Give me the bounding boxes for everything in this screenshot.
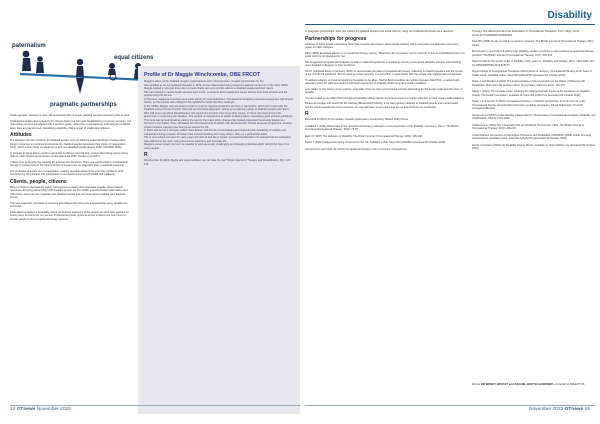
- partnerships-paragraph: To address ableism and ask occupational therapists to be allies, Rachel Booth-Gardiner and others founded AbleOTUK, a network and advocacy group for staff and students with lived experience of disability and/or long term health conditions.: [305, 78, 460, 85]
- footer-rule-right: [305, 405, 595, 406]
- reference-item: Klein BS (1996) An ally as well as a partner in practice. The British Journal of Occupational Therapy, 59(1): 23-24.: [472, 40, 595, 47]
- credit-suffix: , on behalf of ABLEOTUK: [552, 382, 585, 386]
- heading-attitudes: Attitudes: [10, 132, 32, 138]
- reference-item: McCormack C and Collins B (2013) Can disability studies contribute to client-centred occupational therapy practice? The British Journal of Occupational Therapy, 72(7): 339-342.: [472, 50, 594, 57]
- person-left-icon: [22, 51, 31, 71]
- profile-paragraph: Maggie's allies, at the disabled people's organisations and in local services, created opportunities for her.: [144, 80, 265, 84]
- profile-paragraph: This work was ground-breaking, paving the way for the major policy change that created Integrated Community Equipment Services in the 2000s. Then, still based with the Department of Health, she developed the Trusted Assessor programme. Another project involved mapping user-led groups across the UK.: [144, 118, 292, 129]
- section-title: Disability: [547, 10, 592, 21]
- column-4-references: [472, 30, 597, 382]
- reference-list: [305, 118, 465, 151]
- reference-item: Underwood C (1991) The Chronically Sick and Disabled Persons Act, 1970. The British Journal of Occupational Therapy, 54(6): 208-210.: [472, 123, 584, 130]
- header-rule: [305, 24, 595, 25]
- partnerships-paragraph: RCOT published Roots of recovery (2021) to demonstrate the value of occupational therapy, reflecting on health inequities and the impact of the COVID-19 pandemic. But we need to ensure recovery is a joint effort, in partnership with the people who engage with our services.: [305, 69, 463, 76]
- label-pragmatic-partnerships: pragmatic partnerships: [50, 102, 117, 108]
- footer-right: [529, 407, 590, 412]
- intro-paragraph: Professional beliefs about capacity for change determine who gets rehabilitation or recovery services. Yet, often these services are aligned with a person's goals, rather than organisational, professional or political aims, lives are transformed. Questioning eligibility criteria is part of challenging ableism.: [10, 119, 132, 130]
- label-paternalism: paternalism: [12, 43, 46, 49]
- reference-item: Evans J (2002) Independent living movement in the UK. Available online: https://bit.ly/3ttxB5u [accessed 26 October 2022]: [305, 141, 446, 144]
- footer-date-right: November 2022: [529, 407, 564, 412]
- reference-item: Oliver M (2013) The social model of disability: thirty years on. Disability and Society, 28(7): 1024-1026. doi: 10.1080/09687599.2013.818773: [472, 60, 595, 67]
- reference-item: Beresford P (2015) All our welfare: towards participatory social policy. Bristol: Policy Press.: [305, 118, 409, 121]
- column-1: [10, 114, 132, 402]
- attitudes-paragraph: In contrast to being able to perform occupations without practical help, independent living means being able to make choices and exercise control (Hammell 2006, Tamaru et al 2007).: [10, 151, 128, 158]
- reference-item: Kinmance KJ and Chick JR (1973) Occupational therapy in the community. Occupational: [305, 147, 407, 151]
- profile-paragraph: She had worked in mental health services prior to this, so learned about equipment issues directly from local activists and the people using the service.: [144, 90, 288, 98]
- footer-brand-right: OTnews: [564, 407, 584, 412]
- partnerships-paragraph: Let's reflect on the history of our practice, especially when we have encountered activists advocating for the social model and the voice of equality.: [305, 87, 463, 94]
- profile-paragraph: In 2004, she set up a company called Years Ahead, with the aim of normalising and improving the availability of mobility and independent living products. All these roles involved working with many others, often on a partnership basis.: [144, 129, 286, 136]
- footer-date-left: November 2022: [36, 407, 71, 412]
- reference-item: Royal College of Occupational Therapists (2021) Roots of recovery: Occupational therapy at the heart of health equity. Available online: https://bit.ly/3hwWYD [accessed 26 October 2022]: [472, 70, 592, 77]
- heading-partnerships-for-progress: Partnerships for progress: [305, 35, 367, 42]
- seesaw-fulcrum: [76, 78, 84, 94]
- citizens-paragraph: Paternalism is always a possibility, where we limit the autonomy of the people we work with, perhaps by seeing them as clients for our service. Professional power grows as scope to determine how much to involve people in the occupational therapy process.: [10, 210, 129, 221]
- profile-box: [138, 66, 300, 414]
- footer-brand-left: OTnews: [16, 407, 36, 412]
- column-3: [305, 30, 465, 402]
- reference-item: Eakin P (1997) The definition of disability. The British Journal of Occupational Therapy, 48(6): 165-168.: [305, 134, 423, 138]
- reference-item: Craddock J (1996) Responses of the occupational therapy profession to the perspective of the disability movement, Part 2. The British Journal of Occupational Therapy, 59(2): 73-78.: [305, 124, 459, 131]
- profile-references-heading: R: [144, 152, 148, 159]
- profile-body: [144, 80, 294, 166]
- attitudes-paragraph: Our professional origins are in pragmatism: seeking practical solutions for everyday problems while remembering the principle that participation in occupations can benefit health and wellbeing.: [10, 169, 124, 176]
- heading-clients-people-citizens: Clients, people, citizens: [10, 178, 67, 185]
- person-center-icon: [76, 59, 84, 77]
- citizens-paragraph: If we are pragmatic, principles of recovery and independent living are interpreted for every situation we encounter.: [10, 201, 128, 208]
- credit-names: DR WENDY BRYANT and RACHEL BOOTH-GARDINER: [480, 382, 553, 386]
- credit-prefix: Words: [472, 382, 481, 386]
- reference-item: Sapey L (2021) The forgotten crisis: exploring the disproportionate impact of the pandemic on disabled people. The Health Foundation. Available at: https://bit.ly/3FcVUV [accessed 26 October 2022]: [472, 90, 590, 97]
- attitudes-paragraph: Our attitudes can form a barrier for disabled people, such as different understandings of independent living in response to restricted institutional life, disabled people demanded their vision of independent living: which means living on equal terms with non-disabled people (Evans 2002, UNCRPD 2006).: [10, 139, 126, 149]
- footer-rule-left: [10, 405, 300, 406]
- label-equal-citizens: equal citizens: [114, 55, 154, 61]
- profile-paragraph: She is now retired and says for many years she did not feel like a 'proper' occupational therapist, but realised that the profession was reflected in her work, being focused on autonomy and everyday life.: [144, 136, 291, 143]
- reference-item: Rubio J and Woulles A (2021) The implementation of the Convention on the Rights of Persons with Disabilities: More than just another reform of psychiatry. 2020 Jun 22(1): 161-170.: [472, 80, 586, 87]
- profile-paragraph: MPs had more real about dissatisfaction with equipment services than most other issues, so there was interest from the government in improving the situation. She worked on Department of Health funded projects, developing good practice guidelines.: [144, 111, 294, 119]
- intro-paragraph: health services, recovery is often still associated with no longer needing services and being able to work.: [10, 114, 130, 117]
- section-header: [305, 10, 595, 25]
- profile-paragraph: At that time, equipment services were a low priority for local authorities. Occupational therapists prescribed equipment with limited choice, so that people were obliged to feel grateful for what help they could get.: [144, 97, 293, 105]
- footer-left: [10, 407, 71, 412]
- reference-item: United Nations Convention on the Rights of Persons with Disabilities (UNCRPD) (2006) Article 19 Living independently. Available online: https://bit.ly/3gTgYKg [accessed 26 October 2022]: [472, 133, 592, 140]
- profile-reference: Winchcombe M (2021) Rights and responsibilities: we can take the risk? British Journal of Therapy and Rehabilitation, 8(6): 125-125.: [144, 159, 292, 166]
- reference-item: Therapy: The official journal of the Association of Occupational Therapists, 1973, 36(2): 33-37. doi:10.1177/030802267303600204: [472, 30, 580, 37]
- partnerships-paragraph: She suggested occupational therapists be allies in addressing barriers in society by learning more about disability activism and including more disabled colleagues in their workforce.: [305, 60, 461, 67]
- references-heading: R: [305, 111, 309, 117]
- page-number-left: 14: [10, 407, 16, 412]
- person-left-2-icon: [36, 56, 44, 73]
- attitudes-paragraph: It takes time to develop the capacity for autonomous decisions. There are opportunities in occupational therapy to explore how to live when practice is based more on pragmatic than procedural reasoning.: [10, 160, 128, 167]
- profile-title: Profile of Dr Maggie Winchcombe, OBE FRCOT: [144, 72, 261, 78]
- profile-paragraph: Maggie's career shows us how it is possible to work as an ally, challenging and changing practices which restrict the lives of so many people.: [144, 143, 290, 150]
- partnerships-paragraph: Histories of rights-based movements show that progress can happen when people seeking equity and power are listened to and given power to make changes.: [305, 42, 459, 49]
- reference-item: World of Inclusion (2022) UK Disability History Month. Available at: https://ukdhm.org [accessed 26 October 2022]: [472, 143, 596, 150]
- profile-paragraph: She qualified as an occupational therapist in 1973. As the independent living movement gained momentum in the early 1980s, Maggie started a new part-time role in a local charity, set up to provide advice to disabled people and their carers.: [144, 83, 289, 91]
- reference-item: Swain J and French S (2010) Occupational therapy: a disability perspective. In Curtin M et al. (eds) Occupational therapy and physical dysfunction enabling occupation, 6th ed. Edinburgh: Churchill Livingstone/Elsevier.: [472, 100, 586, 110]
- author-credit: [472, 383, 597, 387]
- profile-paragraph: In the 1990s, Maggie was seconded to work to improve regional equipment services in Hampshire, which led to work with the Disabled Living Centres Council. She took an innovative approach, setting up an advisory group of disabled people and carers.: [144, 104, 290, 112]
- citizens-paragraph: Being a citizen is the basis for equity; belonging to a society that negotiates together about shared resources. Evolving partnerships with disabled people are the middle ground between paternalism and citizenship, where we can negotiate with disabled people and be honest about realities (see diagram above).: [10, 185, 128, 199]
- page-number-right: 15: [584, 407, 590, 412]
- partnerships-paragraph: Klein (1996) described ableism in occupational therapy, saying: 'What they did not prepare me for was how to live as a disabled person in a world which is not designed for me.': [305, 51, 465, 58]
- col3-intro-paragraph: In pragmatic partnerships, there are spaces for disabled people to be equal citizens, using our professional powers as a resource.: [305, 30, 454, 33]
- partnerships-paragraph: Please do engage and search for the hashtag #BeAnAbleOTUKAlly. It we have spoken carefully to disabled people and mental health service users' experiences of our services, we may well have some voices that do not feel heard by our profession.: [305, 102, 459, 109]
- reference-item: Tamaru A et al (2007) Understanding 'independence': Perspectives of occupational therapists. Disability and rehabilitation, 29(13): 1021-1033.: [472, 113, 596, 120]
- partnerships-paragraph: You are invited to join AbleOTUK throughout Disability History Month via shared content to inspire reflection on their social media platforms.: [305, 96, 465, 100]
